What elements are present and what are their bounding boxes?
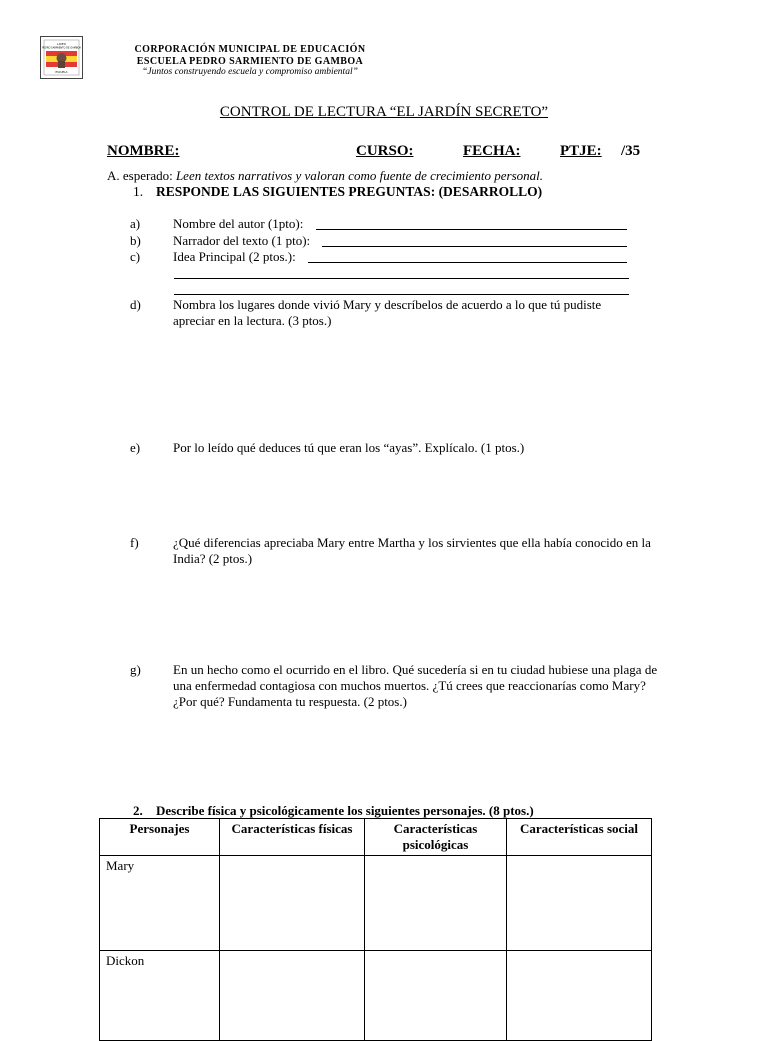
question-d-text: Nombra los lugares donde vivió Mary y descríbelos de acuerdo a lo que tú pudiste apreciar en la lectura. (3 ptos.) (173, 297, 602, 328)
question-g-letter: g) (130, 662, 141, 677)
character-name-mary: Mary (100, 856, 220, 951)
answer-line-c3[interactable] (174, 294, 629, 295)
question-a-letter: a) (130, 216, 141, 231)
header-personajes: Personajes (100, 819, 220, 856)
table-row (100, 856, 652, 951)
learning-objective-label: A. esperado: (107, 168, 176, 183)
table-header-row (100, 819, 652, 856)
question-b-text: Narrador del texto (1 pto): (173, 233, 311, 248)
answer-line-b[interactable] (322, 246, 627, 247)
score-label: PTJE: (560, 143, 602, 159)
question-f-letter: f) (130, 535, 139, 550)
character-name-dickon: Dickon (100, 951, 220, 1041)
score-total: /35 (621, 143, 641, 159)
question-b-letter: b) (130, 233, 141, 248)
cell-dickon-psicologicas[interactable] (365, 951, 507, 1041)
cell-mary-psicologicas[interactable] (365, 856, 507, 951)
date-label: FECHA: (463, 143, 521, 159)
name-label: NOMBRE: (107, 143, 180, 159)
crest-text-name: PEDRO SARMIENTO DE GAMBOA (42, 46, 81, 50)
cell-dickon-fisicas[interactable] (220, 951, 365, 1041)
question-e-letter: e) (130, 440, 141, 455)
question-f-text: ¿Qué diferencias apreciaba Mary entre Martha y los sirvientes que ella había conocido en la India? (2 ptos.) (173, 535, 651, 566)
learning-objective (107, 168, 543, 184)
crest-text-top: LICEO (57, 42, 66, 46)
answer-line-a[interactable] (316, 229, 627, 230)
characters-table (99, 818, 652, 1041)
header-school: ESCUELA PEDRO SARMIENTO DE GAMBOA (136, 56, 364, 67)
section2-number: 2. (133, 803, 143, 818)
section2-title: Describe física y psicológicamente los siguientes personajes. (8 ptos.) (156, 803, 534, 818)
header-motto: “Juntos construyendo escuela y compromiso ambiental” (142, 67, 358, 77)
header-social: Características social (507, 819, 652, 856)
question-a-text: Nombre del autor (1pto): (173, 216, 304, 231)
answer-line-c2[interactable] (174, 278, 629, 279)
school-crest (40, 36, 83, 79)
answer-line-c1[interactable] (308, 262, 627, 263)
question-e-text: Por lo leído qué deduces tú que eran los “ayas”. Explícalo. (1 ptos.) (173, 440, 525, 455)
course-label: CURSO: (356, 143, 414, 159)
header-fisicas: Características físicas (220, 819, 365, 856)
section1-title: RESPONDE LAS SIGUIENTES PREGUNTAS: (DESARROLLO) (156, 184, 543, 199)
learning-objective-text: Leen textos narrativos y valoran como fuente de crecimiento personal. (175, 168, 543, 183)
question-g-text: En un hecho como el ocurrido en el libro. Qué sucedería si en tu ciudad hubiese una plaga de una enfermedad contagiosa con muchos muertos. ¿Tú crees que reaccionarías como Mary? ¿Por qué? Fundamenta tu respuesta. (2 ptos.) (173, 662, 658, 709)
section1-number: 1. (133, 184, 144, 199)
header-corporation: CORPORACIÓN MUNICIPAL DE EDUCACIÓN (134, 44, 366, 55)
question-c-text: Idea Principal (2 ptos.): (173, 249, 296, 264)
page-title: CONTROL DE LECTURA “EL JARDÍN SECRETO” (219, 104, 549, 120)
cell-dickon-social[interactable] (507, 951, 652, 1041)
question-c-letter: c) (130, 249, 141, 264)
table-row (100, 951, 652, 1041)
header-psicologicas: Características psicológicas (365, 819, 507, 856)
cell-mary-social[interactable] (507, 856, 652, 951)
cell-mary-fisicas[interactable] (220, 856, 365, 951)
question-d-letter: d) (130, 297, 141, 312)
crest-text-bottom: ESCUELA (55, 71, 68, 74)
